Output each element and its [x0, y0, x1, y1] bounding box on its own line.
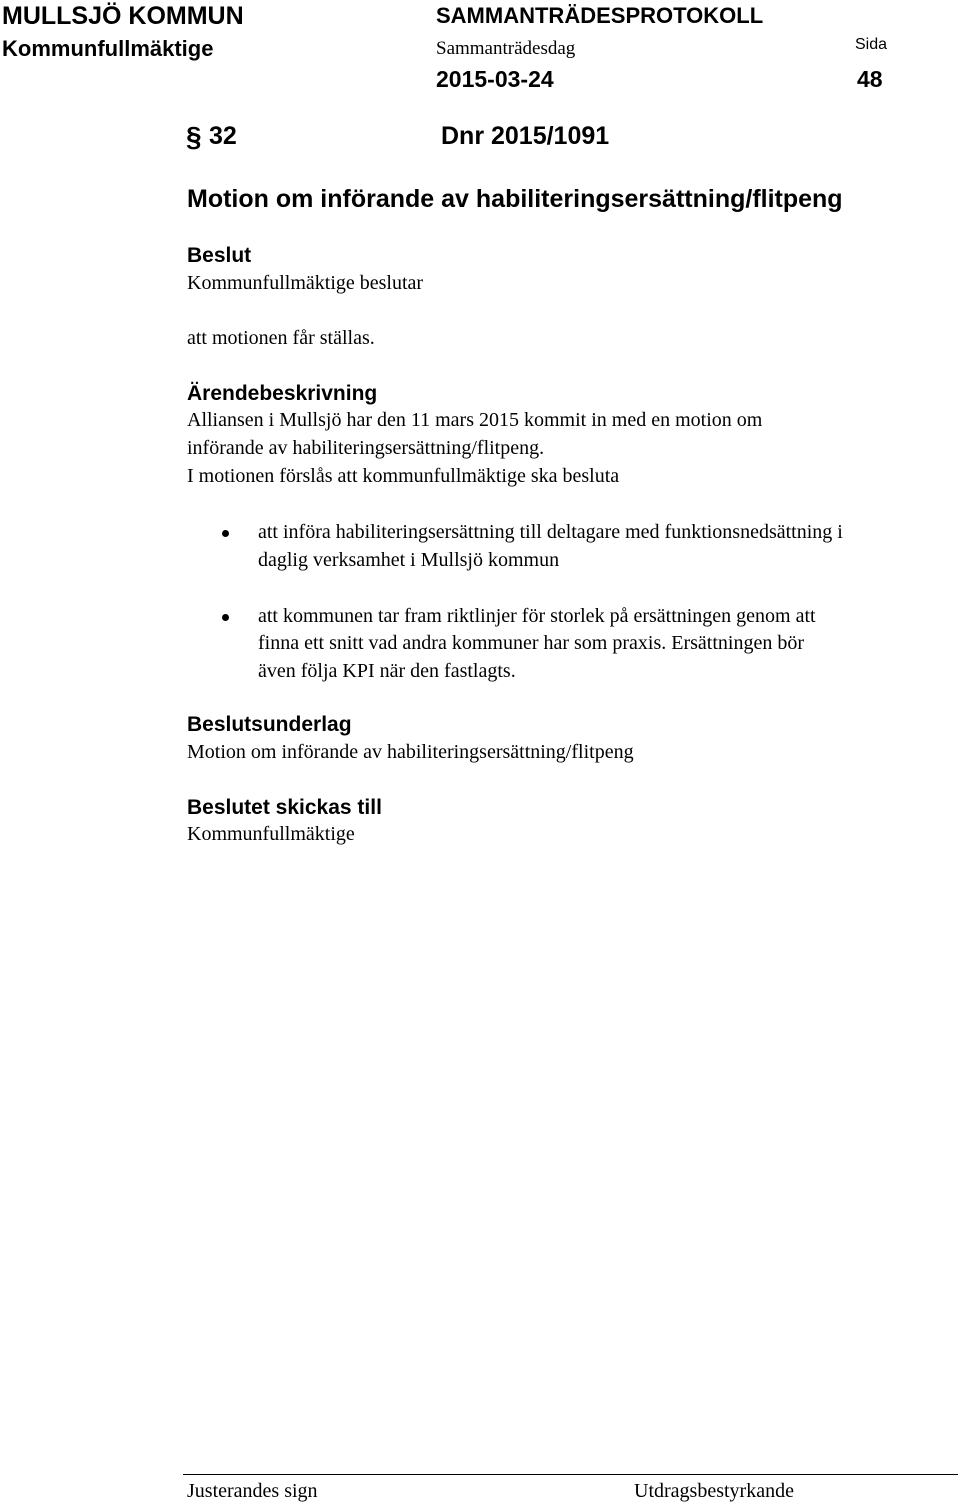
footer-divider	[183, 1474, 958, 1475]
paragraph-mark: §	[186, 121, 202, 152]
arendebeskrivning-text: I motionen förslås att kommunfullmäktige ska besluta	[187, 465, 620, 487]
date-label: Sammanträdesdag	[436, 38, 576, 59]
arendebeskrivning-heading: Ärendebeskrivning	[187, 382, 378, 405]
organization-name: MULLSJÖ KOMMUN	[2, 2, 244, 30]
bullet-item-text: att kommunen tar fram riktlinjer för storlek på ersättningen genom att	[258, 605, 816, 627]
assembly-name: Kommunfullmäktige	[2, 36, 214, 61]
meeting-date: 2015-03-24	[436, 66, 554, 92]
arendebeskrivning-text: införande av habiliteringsersättning/flitpeng.	[187, 437, 545, 459]
utdragsbestyrkande-label: Utdragsbestyrkande	[634, 1480, 794, 1502]
arendebeskrivning-text: Alliansen i Mullsjö har den 11 mars 2015 kommit in med en motion om	[187, 409, 763, 431]
bullet-item-text: finna ett snitt vad andra kommuner har som praxis. Ersättningen bör	[258, 632, 804, 654]
beslut-text: Kommunfullmäktige beslutar	[187, 272, 424, 294]
bullet-icon	[222, 530, 229, 537]
document-type: SAMMANTRÄDESPROTOKOLL	[436, 3, 764, 28]
bullet-item-text: att införa habiliteringsersättning till deltagare med funktionsnedsättning i	[258, 521, 843, 543]
diary-number: Dnr 2015/1091	[441, 122, 610, 150]
page-number: 48	[857, 66, 883, 92]
bullet-item-text: daglig verksamhet i Mullsjö kommun	[258, 549, 560, 571]
beslutsunderlag-heading: Beslutsunderlag	[187, 713, 352, 736]
beslut-heading: Beslut	[187, 244, 252, 267]
bullet-item-text: även följa KPI när den fastlagts.	[258, 660, 516, 682]
beslut-text: att motionen får ställas.	[187, 327, 375, 349]
bullet-icon	[222, 614, 229, 621]
justerandes-sign-label: Justerandes sign	[187, 1480, 318, 1502]
section-number: 32	[209, 122, 237, 150]
beslutet-skickas-till-text: Kommunfullmäktige	[187, 823, 355, 845]
beslutet-skickas-till-heading: Beslutet skickas till	[187, 796, 382, 819]
matter-title: Motion om införande av habiliteringsersättning/flitpeng	[187, 185, 843, 213]
beslutsunderlag-text: Motion om införande av habiliteringsersättning/flitpeng	[187, 741, 634, 763]
page-label: Sida	[855, 36, 888, 53]
